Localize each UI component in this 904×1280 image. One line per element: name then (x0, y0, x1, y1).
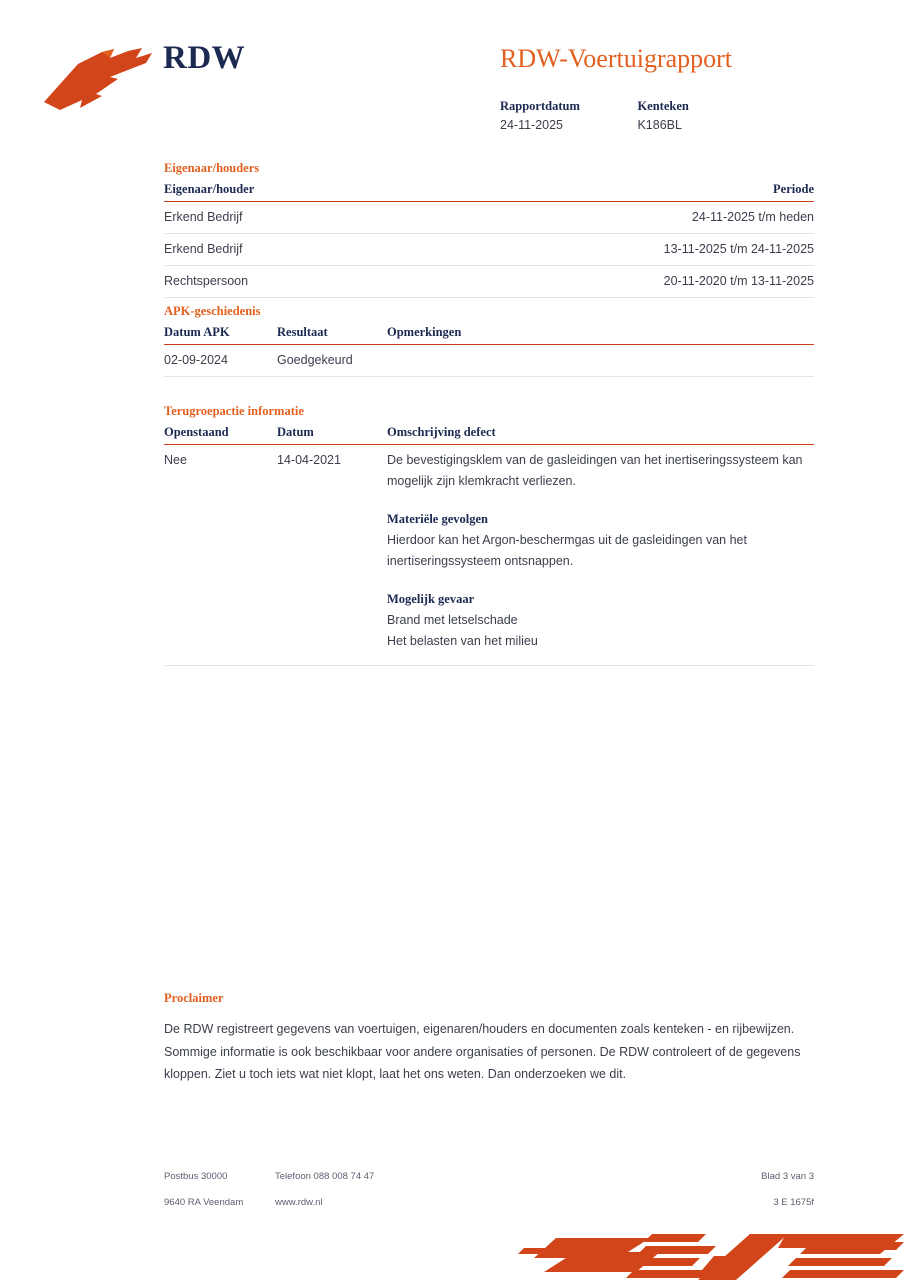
report-meta (500, 98, 689, 135)
meta-field-rapportdatum (500, 98, 633, 135)
column-header-apk-date: Datum APK (164, 325, 277, 345)
column-header-result: Resultaat (277, 325, 387, 345)
table-header-row (164, 182, 814, 202)
cell-date: 14-04-2021 (277, 453, 341, 467)
section-title: Terugroepactie informatie (164, 404, 304, 418)
defect-description: De bevestigingsklem van de gasleidingen van het inertiseringssysteem kan mogelijk zijn klemkracht verliezen. (387, 453, 803, 488)
meta-label: Kenteken (637, 99, 689, 113)
rdw-feather-logo-icon (40, 38, 160, 116)
danger-heading: Mogelijk gevaar (387, 592, 475, 606)
column-header-date: Datum (277, 425, 387, 445)
footer-row (164, 1171, 814, 1197)
section-title: Proclaimer (164, 991, 224, 1005)
table-row (164, 266, 814, 298)
column-header-open: Openstaand (164, 425, 277, 445)
recall-section (164, 403, 814, 666)
cell-open: Nee (164, 453, 187, 467)
meta-value: K186BL (637, 118, 682, 132)
apk-history-table (164, 325, 814, 377)
table-header-row (164, 325, 814, 345)
table-row (164, 234, 814, 266)
owners-section (164, 160, 814, 298)
danger-item: Brand met letselschade (387, 613, 518, 627)
cell-period: 20-11-2020 t/m 13-11-2025 (584, 266, 814, 298)
footer-postbus: Postbus 30000 (164, 1171, 228, 1182)
apk-history-section (164, 303, 814, 377)
cell-period: 13-11-2025 t/m 24-11-2025 (584, 234, 814, 266)
cell-owner: Erkend Bedrijf (164, 234, 584, 266)
section-title: APK-geschiedenis (164, 304, 261, 318)
meta-field-kenteken (637, 98, 688, 135)
proclaimer-section (164, 990, 814, 1086)
cell-period: 24-11-2025 t/m heden (584, 202, 814, 234)
footer-page-label: Blad 3 van 3 (761, 1171, 814, 1182)
consequences-heading: Materiële gevolgen (387, 512, 488, 526)
danger-item: Het belasten van het milieu (387, 634, 538, 648)
column-header-defect-description: Omschrijving defect (387, 425, 814, 445)
footer-form-code: 3 E 1675f (773, 1197, 814, 1208)
page-footer (164, 1171, 814, 1223)
cell-result: Goedgekeurd (277, 345, 387, 377)
footer-city: 9640 RA Veendam (164, 1197, 244, 1208)
section-title: Eigenaar/houders (164, 161, 260, 175)
footer-row (164, 1197, 814, 1223)
meta-value: 24-11-2025 (500, 118, 564, 132)
masthead (0, 0, 904, 150)
table-row (164, 202, 814, 234)
column-header-period: Periode (584, 182, 814, 202)
cell-apk-date: 02-09-2024 (164, 345, 277, 377)
column-header-owner: Eigenaar/houder (164, 182, 584, 202)
rdw-wordmark: RDW (163, 40, 246, 76)
cell-remarks (387, 345, 814, 377)
consequences-text: Hierdoor kan het Argon-beschermgas uit de gasleidingen van het inertiseringssysteem ontsnappen. (387, 533, 747, 568)
footer-phone: Telefoon 088 008 74 47 (275, 1171, 375, 1182)
cell-owner: Erkend Bedrijf (164, 202, 584, 234)
owners-table (164, 182, 814, 298)
footer-website[interactable]: www.rdw.nl (275, 1197, 323, 1208)
cell-owner: Rechtspersoon (164, 266, 584, 298)
table-closing-rule (164, 657, 814, 665)
page-title: RDW-Voertuigrapport (500, 44, 733, 73)
proclaimer-body: De RDW registreert gegevens van voertuigen, eigenaren/houders en documenten zoals kenteken - en rijbewijzen. Sommige informatie is ook beschikbaar voor andere organisaties of personen. De RDW controleert of de gegevens kloppen. Ziet u toch iets wat niet klopt, laat het ons weten. Dan onderzoeken we dit. (164, 1022, 801, 1081)
rdw-speed-lines-artwork-icon (500, 1228, 904, 1280)
recall-table (164, 425, 814, 666)
table-row (164, 445, 814, 658)
table-row (164, 345, 814, 377)
cell-defect-detail (387, 445, 814, 658)
column-header-remarks: Opmerkingen (387, 325, 814, 345)
meta-label: Rapportdatum (500, 99, 580, 113)
table-header-row (164, 425, 814, 445)
